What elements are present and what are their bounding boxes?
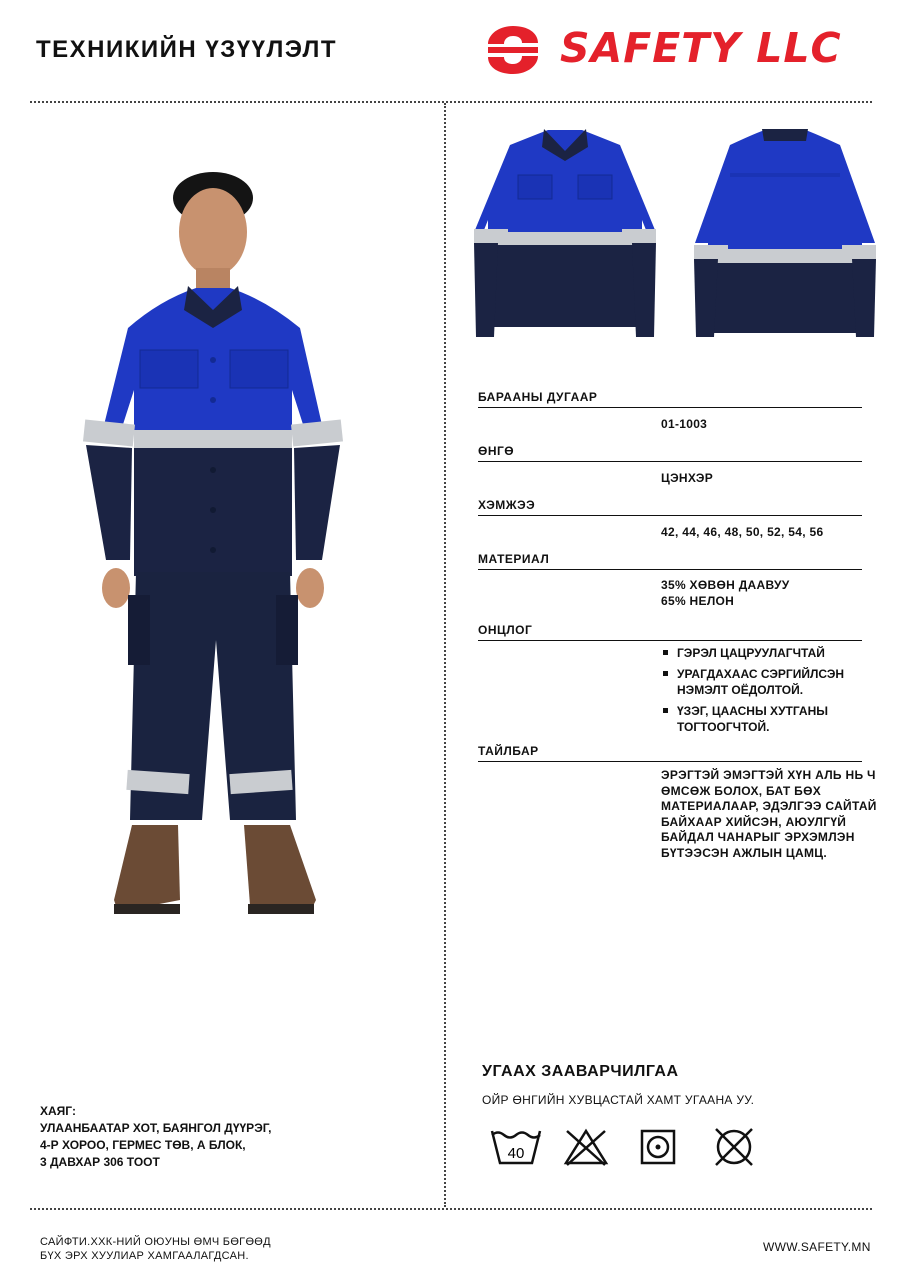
tumble-dry-icon bbox=[640, 1129, 676, 1165]
feature-item: УРАГДАХААС СЭРГИЙЛСЭН НЭМЭЛТ ОЁДОЛТОЙ. bbox=[661, 666, 861, 698]
description-text: ЭРЭГТЭЙ ЭМЭГТЭЙ ХҮН АЛЬ НЬ Ч ӨМСӨЖ БОЛОХ, БАТ БӨХ МАТЕРИАЛААР, ЭДЭЛГЭЭ САЙТАЙ БАЙХААР ХИЙСЭН, АЮУЛГҮЙ БАЙДАЛ ЧАНАРЫГ ЭРХЭМЛЭН БҮТЭЭСЭН АЖЛЫН ЦАМЦ. bbox=[661, 768, 877, 860]
item-number-label: БАРААНЫ ДУГААР bbox=[478, 390, 598, 404]
material-label: МАТЕРИАЛ bbox=[478, 552, 550, 566]
washing-subtitle: ОЙР ӨНГИЙН ХУВЦАСТАЙ ХАМТ УГААНА УУ. bbox=[482, 1093, 755, 1107]
copyright bbox=[40, 1235, 271, 1263]
spec-divider bbox=[478, 461, 862, 462]
shirt-front-photo bbox=[470, 125, 660, 340]
copyright-line: БҮХ ЭРХ ХУУЛИАР ХАМГААЛАГДСАН. bbox=[40, 1250, 249, 1262]
no-dry-clean-icon bbox=[710, 1125, 758, 1169]
color-value: ЦЭНХЭР bbox=[661, 471, 714, 485]
center-divider bbox=[444, 103, 446, 1207]
copyright-line: САЙФТИ.ХХК-НИЙ ОЮУНЫ ӨМЧ БӨГӨӨД bbox=[40, 1236, 271, 1248]
address-label: ХАЯГ: bbox=[40, 1104, 76, 1118]
address-line: 3 ДАВХАР 306 ТООТ bbox=[40, 1155, 160, 1169]
safety-logo-icon bbox=[482, 22, 544, 78]
address-block bbox=[40, 1103, 272, 1171]
wash-40-icon bbox=[490, 1127, 542, 1167]
material-line-2: 65% НЕЛОН bbox=[661, 594, 735, 608]
shirt-back-photo bbox=[690, 125, 880, 340]
size-label: ХЭМЖЭЭ bbox=[478, 498, 536, 512]
feature-item: ГЭРЭЛ ЦАЦРУУЛАГЧТАЙ bbox=[661, 645, 861, 661]
item-number-value: 01-1003 bbox=[661, 417, 708, 431]
features-label: ОНЦЛОГ bbox=[478, 623, 533, 637]
page-title: ТЕХНИКИЙН ҮЗҮҮЛЭЛТ bbox=[36, 36, 337, 63]
washing-title: УГААХ ЗААВАРЧИЛГАА bbox=[482, 1063, 679, 1080]
wash-temp: 40 bbox=[507, 1145, 525, 1162]
address-line: УЛААНБААТАР ХОТ, БАЯНГОЛ ДҮҮРЭГ, bbox=[40, 1121, 272, 1135]
material-line-1: 35% ХӨВӨН ДААВУУ bbox=[661, 578, 790, 592]
feature-item: ҮЗЭГ, ЦААСНЫ ХУТГАНЫ ТОГТООГЧТОЙ. bbox=[661, 703, 861, 735]
spec-divider bbox=[478, 407, 862, 408]
address-line: 4-Р ХОРОО, ГЕРМЕС ТӨВ, А БЛОК, bbox=[40, 1138, 246, 1152]
no-bleach-icon bbox=[563, 1127, 609, 1167]
description-label: ТАЙЛБАР bbox=[478, 744, 539, 758]
size-value: 42, 44, 46, 48, 50, 52, 54, 56 bbox=[661, 525, 824, 539]
spec-divider bbox=[478, 569, 862, 570]
brand-logo bbox=[482, 22, 872, 78]
website-link[interactable]: WWW.SAFETY.MN bbox=[763, 1240, 871, 1254]
bottom-divider bbox=[30, 1208, 872, 1210]
spec-divider bbox=[478, 640, 862, 641]
spec-divider bbox=[478, 761, 862, 762]
brand-name: SAFETY LLC bbox=[560, 24, 842, 72]
top-divider bbox=[30, 101, 872, 103]
features-list bbox=[661, 645, 861, 740]
model-photo bbox=[70, 160, 360, 930]
spec-divider bbox=[478, 515, 862, 516]
color-label: ӨНГӨ bbox=[478, 444, 515, 458]
